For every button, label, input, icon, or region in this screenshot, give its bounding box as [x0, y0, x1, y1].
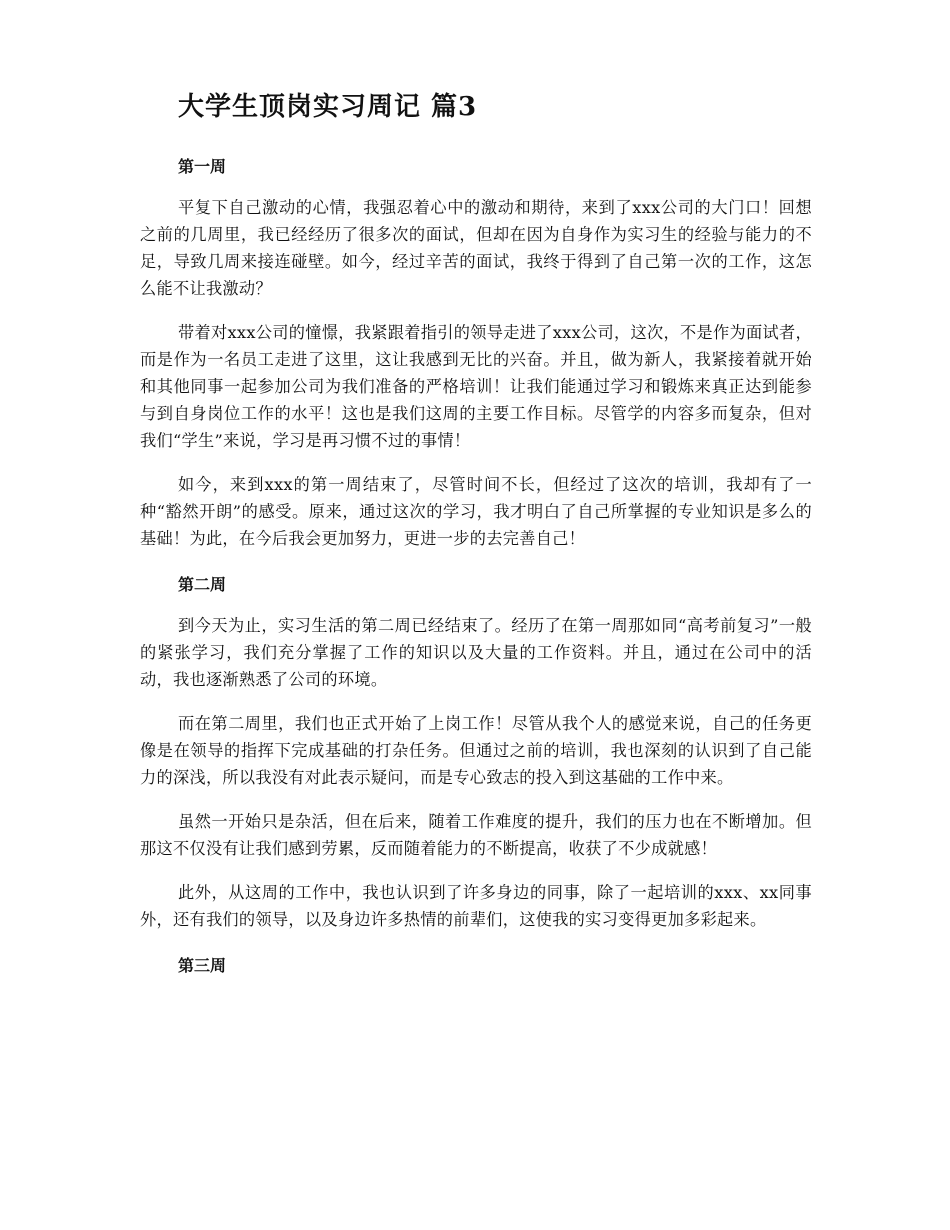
week-1-paragraph-1: 平复下自己激动的心情，我强忍着心中的激动和期待，来到了xxx公司的大门口！回想之前的几周里，我已经经历了很多次的面试，但却在因为自身作为实习生的经验与能力的不足，导致几周来接连碰壁。如今，经过辛苦的面试，我终于得到了自己第一次的工作，这怎么能不让我激动？ — [140, 198, 812, 298]
week-1-heading: 第一周 — [178, 157, 227, 176]
document-page — [140, 88, 812, 979]
week-3-heading: 第三周 — [178, 956, 227, 975]
week-2-heading: 第二周 — [178, 575, 227, 594]
week-2-paragraph-1: 到今天为止，实习生活的第二周已经结束了。经历了在第一周那如同“高考前复习”一般的紧张学习，我们充分掌握了工作的知识以及大量的工作资料。并且，通过在公司中的活动，我也逐渐熟悉了公司的环境。 — [140, 616, 812, 689]
week-1-paragraph-2: 带着对xxx公司的憧憬，我紧跟着指引的领导走进了xxx公司，这次，不是作为面试者，而是作为一名员工走进了这里，这让我感到无比的兴奋。并且，做为新人，我紧接着就开始和其他同事一起参加公司为我们准备的严格培训！让我们能通过学习和锻炼来真正达到能参与到自身岗位工作的水平！这也是我们这周的主要工作目标。尽管学的内容多而复杂，但对我们“学生”来说，学习是再习惯不过的事情！ — [140, 323, 812, 450]
document-title: 大学生顶岗实习周记 篇3 — [178, 92, 478, 122]
week-2-paragraph-3: 虽然一开始只是杂活，但在后来，随着工作难度的提升，我们的压力也在不断增加。但那这不仅没有让我们感到劳累，反而随着能力的不断提高，收获了不少成就感！ — [140, 812, 812, 858]
week-1-paragraph-3: 如今，来到xxx的第一周结束了，尽管时间不长，但经过了这次的培训，我却有了一种“豁然开朗”的感受。原来，通过这次的学习，我才明白了自己所掌握的专业知识是多么的基础！为此，在今后我会更加努力，更进一步的去完善自己！ — [140, 475, 812, 548]
week-2-paragraph-2: 而在第二周里，我们也正式开始了上岗工作！尽管从我个人的感觉来说，自己的任务更像是在领导的指挥下完成基础的打杂任务。但通过之前的培训，我也深刻的认识到了自己能力的深浅，所以我没有对此表示疑问，而是专心致志的投入到这基础的工作中来。 — [140, 714, 812, 787]
week-2-paragraph-4: 此外，从这周的工作中，我也认识到了许多身边的同事，除了一起培训的xxx、xx同事外，还有我们的领导，以及身边许多热情的前辈们，这使我的实习变得更加多彩起来。 — [140, 883, 812, 929]
